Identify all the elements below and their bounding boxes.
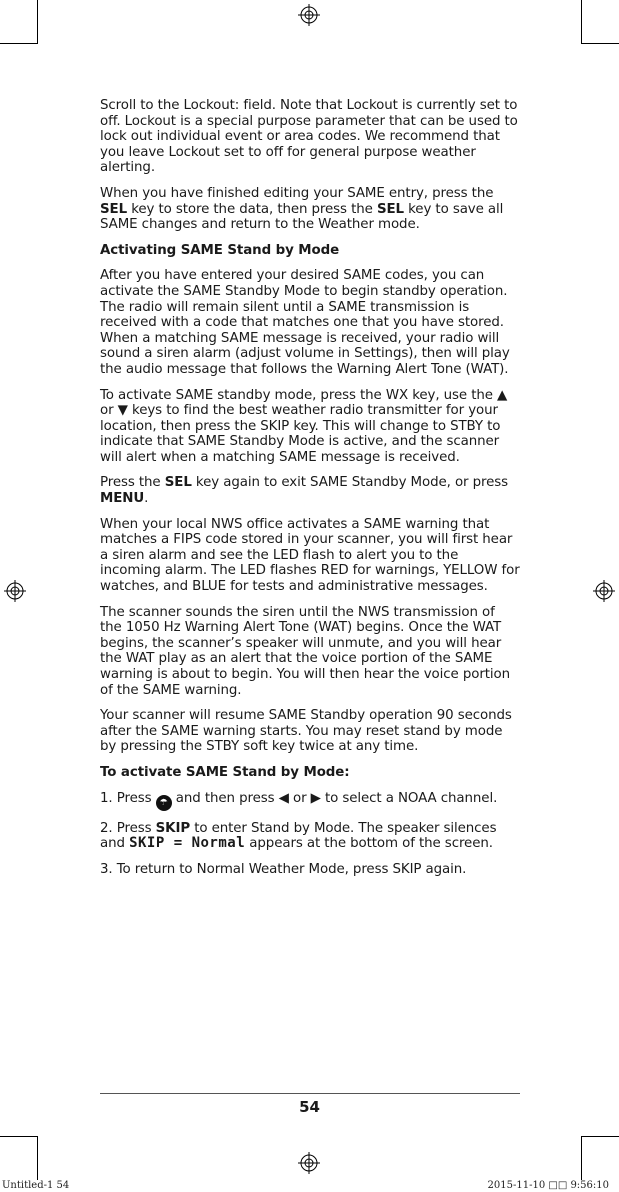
key-label-sel: SEL — [100, 201, 128, 217]
print-slug-right: 2015-11-10 □□ 9:56:10 — [487, 1180, 609, 1191]
section-heading: To activate SAME Stand by Mode: — [100, 764, 350, 780]
footer-divider — [100, 1093, 520, 1094]
crop-mark — [581, 1136, 582, 1180]
crop-mark — [581, 0, 582, 44]
right-arrow-icon: ▶ — [310, 790, 321, 806]
up-arrow-icon: ▲ — [497, 387, 508, 403]
paragraph-finish-editing: When you have finished editing your SAME entry, press the SEL key to store the data, then press the SEL key to save all SAME changes and return to the Weather mode. — [100, 185, 504, 233]
key-label-skip: SKIP — [155, 820, 191, 836]
page-number: 54 — [299, 1098, 320, 1116]
paragraph-nws-warning: When your local NWS office activates a SAME warning that matches a FIPS code stored in your scanner, you will first hear a siren alarm and see the LED flash to alert you to the incoming alarm. The LED flashes RED for warnings, YELLOW for watches, and BLUE for tests and administrative messages. — [100, 516, 520, 595]
step-3: 3. To return to Normal Weather Mode, press SKIP again. — [100, 861, 467, 877]
section-heading: Activating SAME Stand by Mode — [100, 242, 340, 258]
left-arrow-icon: ◀ — [278, 790, 289, 806]
registration-mark-icon — [4, 580, 26, 602]
registration-mark-icon — [298, 4, 320, 26]
paragraph-siren: The scanner sounds the siren until the NWS transmission of the 1050 Hz Warning Alert Tone (WAT) begins. Once the WAT begins, the scanner’s speaker will unmute, and you will hear the WAT play as an alert that the voice portion of the SAME warning is about to begin. You will then hear the voice portion of the SAME warning. — [100, 604, 510, 698]
crop-mark — [0, 43, 37, 44]
step-2: 2. Press SKIP to enter Stand by Mode. The speaker silences and SKIP = Normal appears at the bottom of the screen. — [100, 820, 497, 852]
paragraph-activate-standby: To activate SAME standby mode, press the WX key, use the ▲ or ▼ keys to find the best weather radio transmitter for your location, then press the SKIP key. This will change to STBY to indicate that SAME Standby Mode is active, and the scanner will alert when a matching SAME message is received. — [100, 387, 508, 465]
registration-mark-icon — [298, 1152, 320, 1174]
paragraph-lockout: Scroll to the Lockout: field. Note that Lockout is currently set to off. Lockout is a special purpose parameter that can be used to lock out individual event or area codes. We recommend that you leave Lockout set to off for general purpose weather alerting. — [100, 98, 518, 176]
paragraph-standby-intro: After you have entered your desired SAME codes, you can activate the SAME Standby Mode to begin standby operation. The radio will remain silent until a SAME transmission is received with a code that matches one that you have stored. When a matching SAME message is received, your radio will sound a siren alarm (adjust volume in Settings), then will play the audio message that follows the Warning Alert Tone (WAT). — [100, 268, 510, 377]
lcd-display-text: SKIP = Normal — [129, 835, 246, 852]
crop-mark — [37, 1136, 38, 1180]
crop-mark — [582, 43, 619, 44]
crop-mark — [37, 0, 38, 44]
key-label-sel: SEL — [376, 201, 404, 217]
key-label-sel: SEL — [164, 475, 192, 491]
print-slug-left: Untitled-1 54 — [2, 1180, 70, 1191]
key-label-menu: MENU — [100, 491, 145, 507]
down-arrow-icon: ▼ — [117, 403, 128, 419]
weather-key-icon: ☂ — [156, 795, 172, 811]
crop-mark — [0, 1136, 37, 1137]
crop-mark — [582, 1136, 619, 1137]
paragraph-exit-standby: Press the SEL key again to exit SAME Standby Mode, or press MENU. — [100, 475, 509, 507]
registration-mark-icon — [593, 580, 615, 602]
page-body — [100, 98, 520, 887]
paragraph-resume: Your scanner will resume SAME Standby operation 90 seconds after the SAME warning starts. You may reset stand by mode by pressing the STBY soft key twice at any time. — [100, 708, 512, 755]
step-1: 1. Press ☂ and then press ◀ or ▶ to select a NOAA channel. — [100, 791, 520, 811]
